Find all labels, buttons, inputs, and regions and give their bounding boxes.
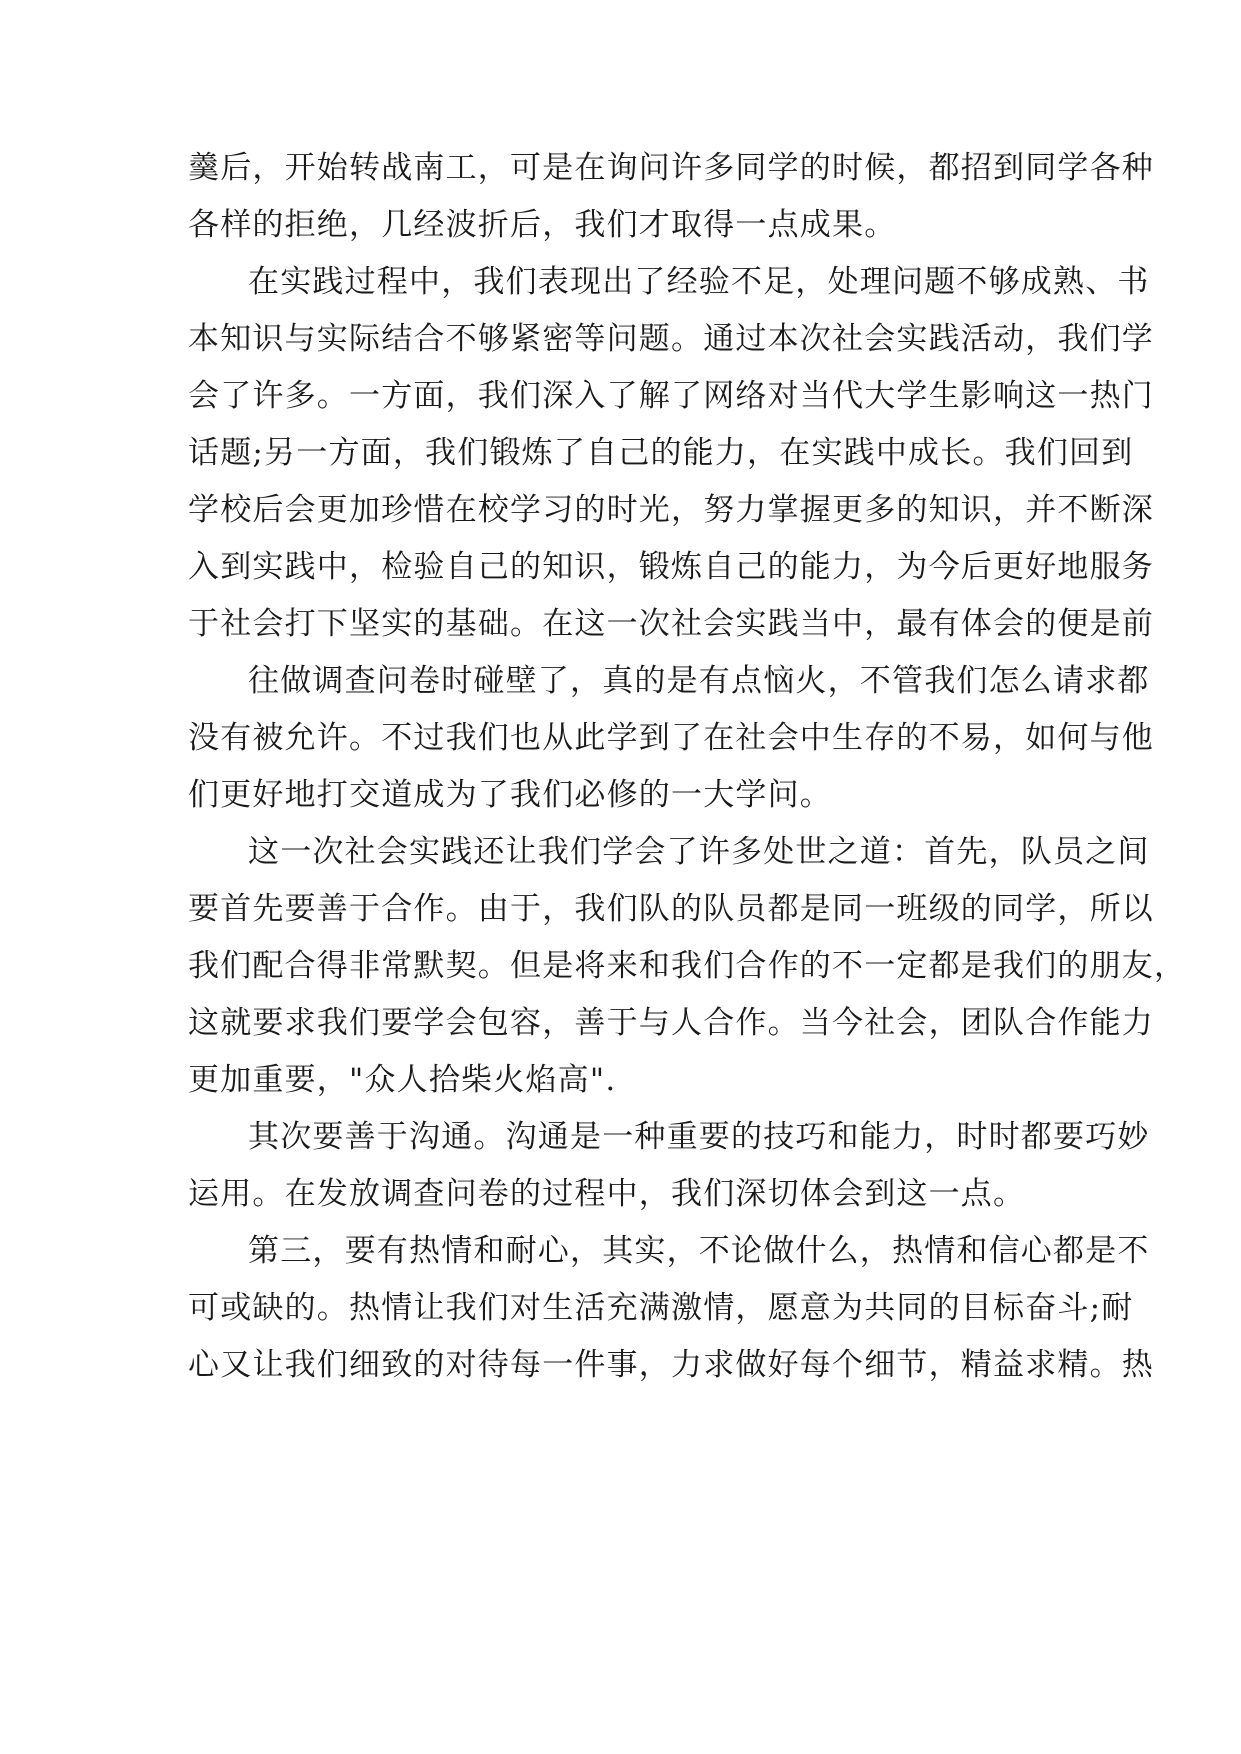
paragraph-start: 这一次社会实践还让我们学会了许多处世之道：首先，队员之间: [248, 834, 1150, 870]
text-line: 运用。在发放调查问卷的过程中，我们深切体会到这一点。: [188, 1176, 1026, 1212]
text-line: 这就要求我们要学会包容，善于与人合作。当今社会，团队合作能力: [188, 1005, 1154, 1041]
paragraph-start: 在实践过程中，我们表现出了经验不足，处理问题不够成熟、书: [248, 264, 1150, 300]
text-line: 于社会打下坚实的基础。在这一次社会实践当中，最有体会的便是前: [188, 606, 1154, 642]
text-line: 各样的拒绝，几经波折后，我们才取得一点成果。: [188, 207, 897, 243]
paragraph-start: 往做调查问卷时碰壁了，真的是有点恼火，不管我们怎么请求都: [248, 663, 1150, 699]
paragraph-start: 第三，要有热情和耐心，其实，不论做什么，热情和信心都是不: [248, 1233, 1150, 1269]
text-line: 会了许多。一方面，我们深入了解了网络对当代大学生影响这一热门: [188, 378, 1154, 414]
text-line: 们更好地打交道成为了我们必修的一大学问。: [188, 777, 832, 813]
text-line: 更加重要，"众人拾柴火焰高".: [188, 1062, 617, 1098]
text-line: 学校后会更加珍惜在校学习的时光，努力掌握更多的知识，并不断深: [188, 492, 1154, 528]
text-line: 可或缺的。热情让我们对生活充满激情，愿意为共同的目标奋斗;耐: [188, 1290, 1134, 1326]
text-line: 本知识与实际结合不够紧密等问题。通过本次社会实践活动，我们学: [188, 321, 1154, 357]
text-line: 我们配合得非常默契。但是将来和我们合作的不一定都是我们的朋友，: [188, 948, 1187, 984]
text-line: 话题;另一方面，我们锻炼了自己的能力，在实践中成长。我们回到: [188, 435, 1134, 471]
text-line: 入到实践中，检验自己的知识，锻炼自己的能力，为今后更好地服务: [188, 549, 1154, 585]
text-line: 心又让我们细致的对待每一件事，力求做好每个细节，精益求精。热: [188, 1347, 1154, 1383]
text-line: 要首先要善于合作。由于，我们队的队员都是同一班级的同学，所以: [188, 891, 1154, 927]
text-line: 羹后，开始转战南工，可是在询问许多同学的时候，都招到同学各种: [188, 150, 1154, 186]
paragraph-start: 其次要善于沟通。沟通是一种重要的技巧和能力，时时都要巧妙: [248, 1119, 1150, 1155]
text-line: 没有被允许。不过我们也从此学到了在社会中生存的不易，如何与他: [188, 720, 1154, 756]
